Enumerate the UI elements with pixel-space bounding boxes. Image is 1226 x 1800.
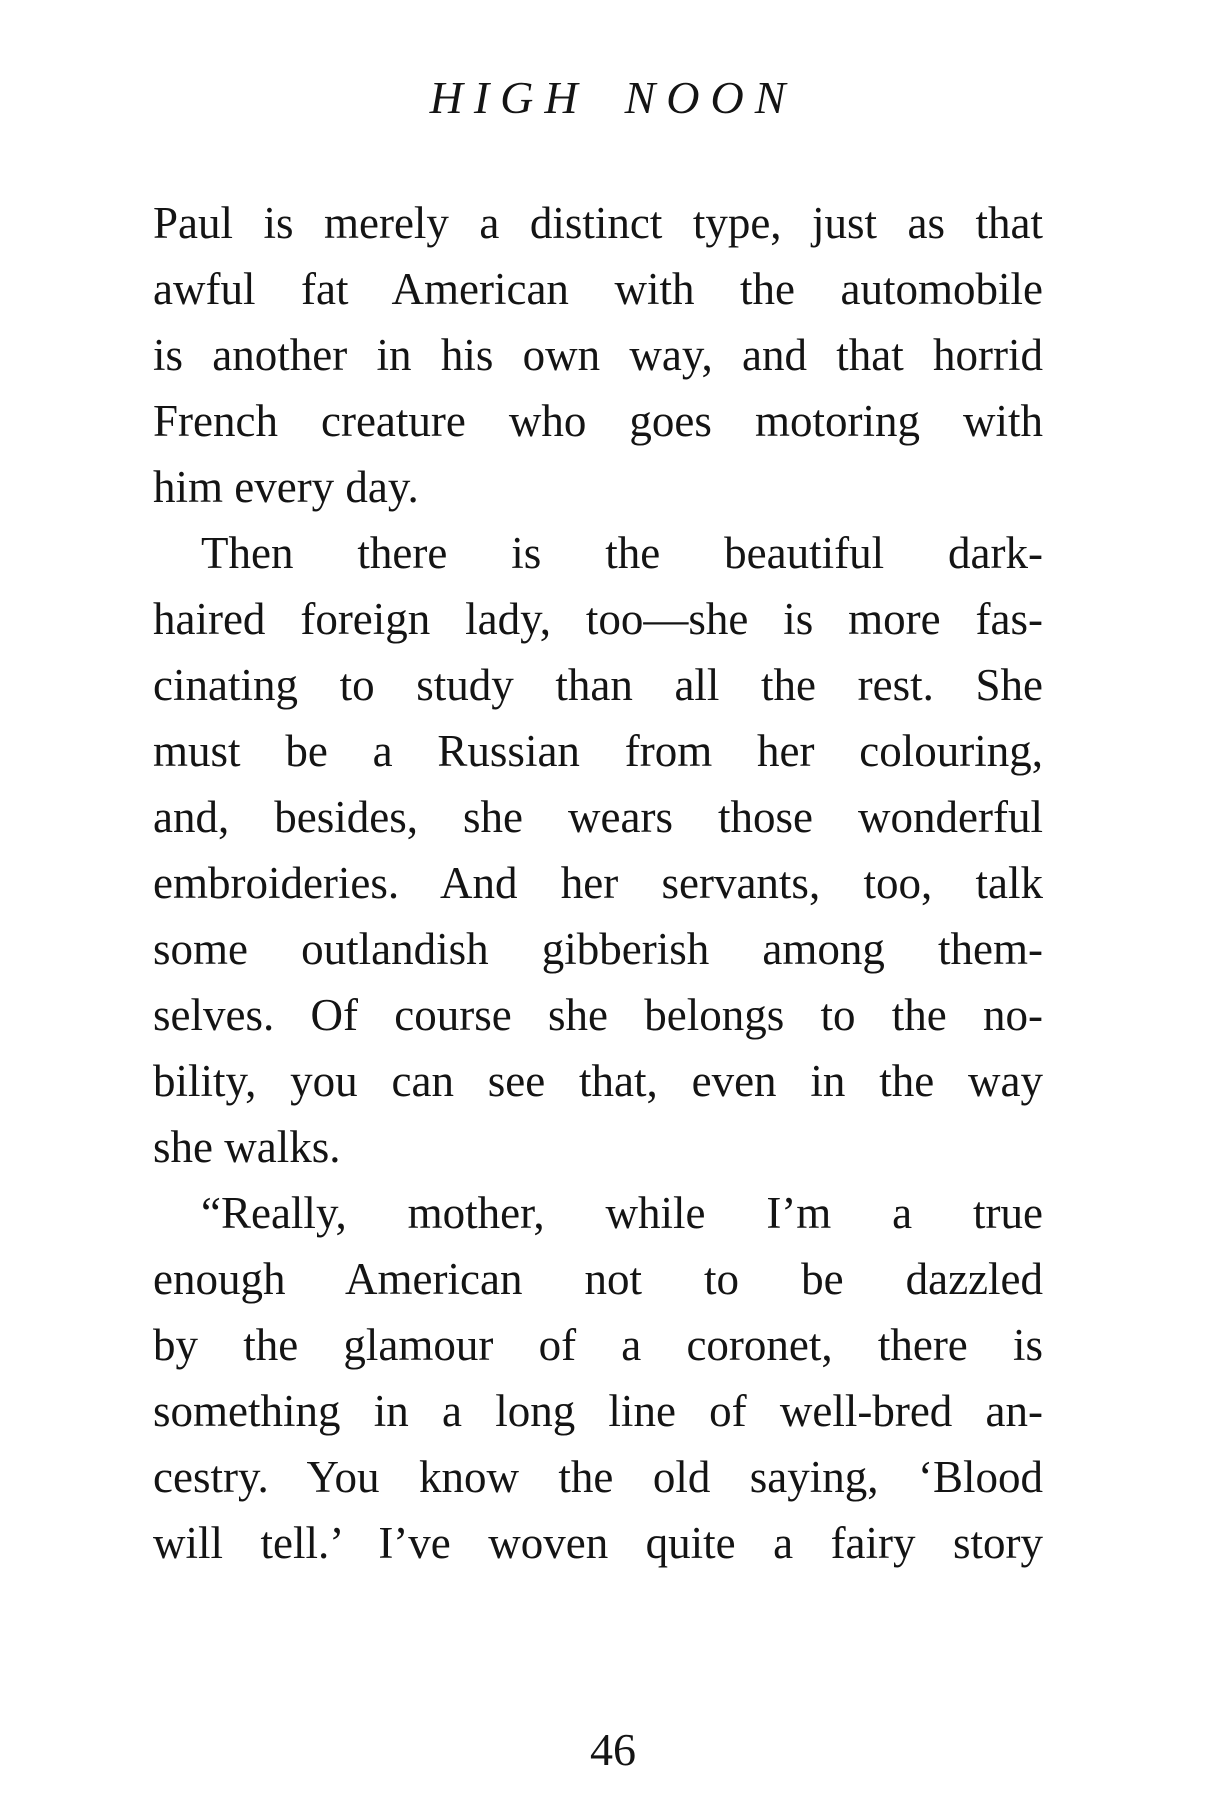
text-line: Then there is the beautiful dark- bbox=[201, 528, 1043, 578]
text-line: must be a Russian from her colouring, bbox=[153, 726, 1043, 776]
text-line: bility, you can see that, even in the way bbox=[153, 1056, 1043, 1106]
text-line: French creature who goes motoring with bbox=[153, 396, 1043, 446]
text-line: haired foreign lady, too—she is more fas- bbox=[153, 594, 1043, 644]
text-line: is another in his own way, and that horrid bbox=[153, 330, 1043, 380]
text-line: awful fat American with the automobile bbox=[153, 264, 1043, 314]
running-head-word: NOON bbox=[624, 72, 797, 123]
text-line: selves. Of course she belongs to the no- bbox=[153, 990, 1043, 1040]
text-line: “Really, mother, while I’m a true bbox=[201, 1188, 1043, 1238]
text-line: and, besides, she wears those wonderful bbox=[153, 792, 1043, 842]
text-line: will tell.’ I’ve woven quite a fairy story bbox=[153, 1518, 1043, 1568]
text-line: Paul is merely a distinct type, just as that bbox=[153, 198, 1043, 248]
text-line: cestry. You know the old saying, ‘Blood bbox=[153, 1452, 1043, 1502]
page-number: 46 bbox=[590, 1724, 636, 1775]
text-line: some outlandish gibberish among them- bbox=[153, 924, 1043, 974]
running-head bbox=[0, 68, 1226, 128]
text-line: him every day. bbox=[153, 462, 419, 512]
text-line: enough American not to be dazzled bbox=[153, 1254, 1043, 1304]
text-line: by the glamour of a coronet, there is bbox=[153, 1320, 1043, 1370]
text-line: cinating to study than all the rest. She bbox=[153, 660, 1043, 710]
text-line: she walks. bbox=[153, 1122, 341, 1172]
text-line: embroideries. And her servants, too, talk bbox=[153, 858, 1043, 908]
text-line: something in a long line of well-bred an- bbox=[153, 1386, 1043, 1436]
running-head-word: HIGH bbox=[429, 72, 589, 123]
body-text bbox=[153, 190, 1043, 1576]
